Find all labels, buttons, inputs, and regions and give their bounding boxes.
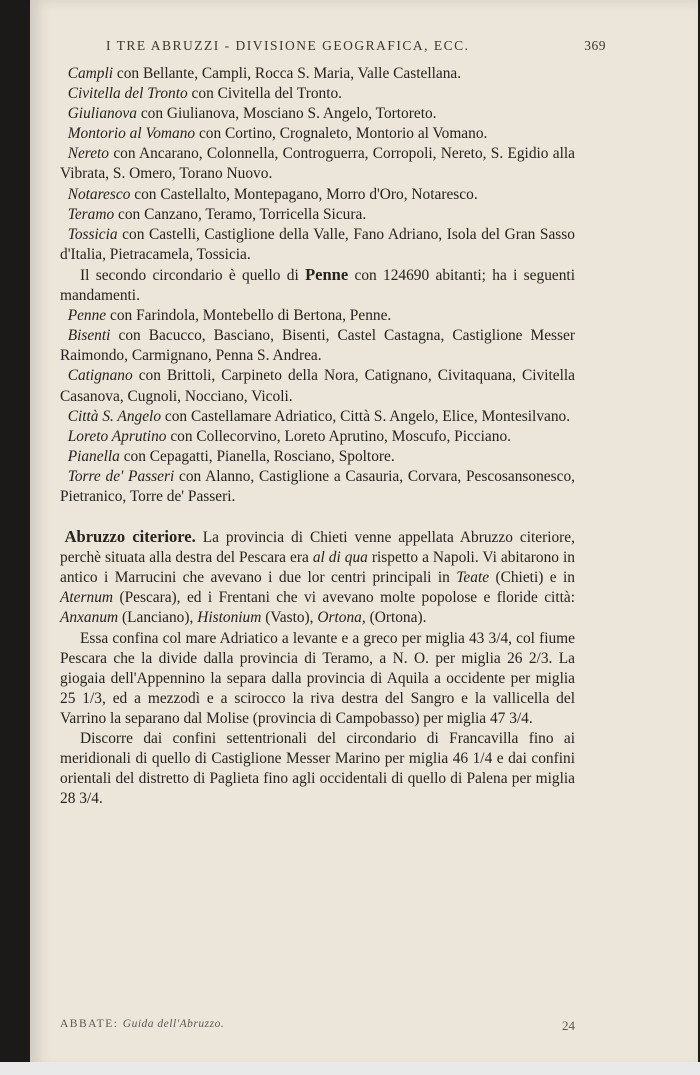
mandamento-name: Loreto Aprutino: [67, 427, 167, 445]
footer-author: ABBATE:: [60, 1018, 119, 1030]
scan-bottom-edge: [0, 1062, 700, 1075]
mandamento-towns: con Cepagatti, Pianella, Rosciano, Spoltore.: [123, 447, 395, 465]
mandamento-entry: [60, 185, 575, 205]
mandamento-name: Catignano: [67, 367, 133, 385]
mandamento-entry: [60, 84, 575, 104]
mandamento-name: Montorio al Vomano: [67, 125, 196, 143]
running-header: [106, 38, 606, 54]
mandamento-entry: [60, 64, 575, 84]
mandamento-towns: con Cortino, Crognaleto, Montorio al Vomano.: [198, 125, 488, 143]
penne-name: Penne: [305, 264, 349, 284]
mandamento-towns: con Bacucco, Basciano, Bisenti, Castel Castagna, Castiglione Messer Raimondo, Carmignano, Penna S. Andrea.: [60, 327, 575, 365]
mandamenti-list-teramo: [60, 64, 575, 265]
mandamento-name: Notaresco: [67, 185, 131, 203]
body-text: [60, 64, 575, 809]
signature-mark: 24: [562, 1018, 575, 1033]
mandamento-entry: [60, 407, 575, 427]
mandamento-towns: con Alanno, Castiglione a Casauria, Corvara, Pescosansonesco, Pietranico, Torre de' Passeri.: [60, 467, 575, 505]
mandamento-towns: con Bellante, Campli, Rocca S. Maria, Valle Castellana.: [116, 65, 462, 82]
penne-intro: Il secondo circondario è quello di Penne con 124690 abitanti; ha i seguenti mandamenti.: [60, 264, 575, 305]
mandamento-entry: [60, 467, 575, 507]
mandamento-name: Campli: [67, 65, 114, 82]
mandamento-entry: [60, 447, 575, 467]
mandamento-towns: con Castellalto, Montepagano, Morro d'Oro, Notaresco.: [134, 185, 478, 203]
mandamento-entry: [60, 326, 575, 366]
section-paragraph-1: Abruzzo citeriore. La provincia di Chieti venne appellata Abruzzo citeriore, perchè situata alla destra del Pescara era al di qua rispetto a Napoli. Vi abitarono in antico i Marrucini che avevano i due lor centri principali in Teate (Chieti) e in Aternum (Pescara), ed i Frentani che vi avevano molte popolose e floride città: Anxanum (Lanciano), Histonium (Vasto), Ortona, (Ortona).: [60, 527, 575, 627]
mandamento-name: Nereto: [67, 145, 110, 163]
mandamento-entry: [60, 144, 575, 184]
mandamento-name: Bisenti: [67, 327, 111, 345]
running-title: I TRE ABRUZZI - DIVISIONE GEOGRAFICA, ECC.: [106, 38, 470, 53]
mandamento-entry: [60, 427, 575, 447]
section-heading: Abruzzo citeriore.: [64, 527, 196, 547]
mandamento-towns: con Canzano, Teramo, Torricella Sicura.: [118, 205, 367, 223]
mandamento-entry: [60, 225, 575, 265]
mandamento-name: Penne: [67, 307, 107, 325]
mandamento-name: Pianella: [67, 447, 120, 465]
mandamento-entry: [60, 104, 575, 124]
mandamento-towns: con Collecorvino, Loreto Aprutino, Moscufo, Picciano.: [170, 427, 511, 445]
section-paragraph-2: Essa confina col mare Adriatico a levante e a greco per miglia 43 3/4, col fiume Pescara che la divide dalla provincia di Teramo, a N. O. per miglia 26 2/3. La giogaia dell'Appennino la separa dalla provincia di Aquila a occidente per miglia 25 1/3, ed a mezzodì e a scirocco la riva destra del Sangro e la vallicella del Varrino la separano dal Molise (provincia di Campobasso) per miglia 47 3/4.: [60, 629, 575, 727]
mandamento-towns: con Giulianova, Mosciano S. Angelo, Tortoreto.: [140, 105, 437, 123]
mandamento-entry: [60, 205, 575, 225]
mandamento-entry: [60, 124, 575, 144]
mandamento-towns: con Civitella del Tronto.: [191, 85, 343, 103]
mandamento-towns: con Brittoli, Carpineto della Nora, Catignano, Civitaquana, Civitella Casanova, Cugnoli, Nocciano, Vicoli.: [60, 367, 575, 405]
page-footer: [60, 1018, 575, 1033]
mandamento-towns: con Ancarano, Colonnella, Controguerra, Corropoli, Nereto, S. Egidio alla Vibrata, S. Omero, Torano Nuovo.: [60, 145, 575, 183]
mandamento-towns: con Farindola, Montebello di Bertona, Penne.: [110, 307, 392, 325]
page-number: 369: [584, 38, 606, 53]
footer-book-title: Guida dell'Abruzzo.: [122, 1018, 225, 1030]
mandamento-name: Giulianova: [67, 105, 137, 123]
mandamento-towns: con Castellamare Adriatico, Città S. Angelo, Elice, Montesilvano.: [164, 407, 571, 425]
mandamenti-list-penne: [60, 306, 575, 507]
mandamento-entry: [60, 366, 575, 406]
mandamento-name: Civitella del Tronto: [67, 85, 188, 103]
mandamento-entry: [60, 306, 575, 326]
mandamento-towns: con Castelli, Castiglione della Valle, Fano Adriano, Isola del Gran Sasso d'Italia, Pietracamela, Tossicia.: [60, 225, 575, 263]
mandamento-name: Città S. Angelo: [67, 407, 162, 425]
section-paragraph-3: Discorre dai confini settentrionali del circondario di Francavilla fino ai meridionali di quello di Castiglione Messer Marino per miglia 46 1/4 e dai confini orientali del distretto di Paglieta fino agli occidentali di quello di Palena per miglia 28 3/4.: [60, 730, 575, 808]
mandamento-name: Teramo: [67, 205, 115, 223]
mandamento-name: Torre de' Passeri: [67, 467, 175, 485]
mandamento-name: Tossicia: [67, 225, 118, 243]
